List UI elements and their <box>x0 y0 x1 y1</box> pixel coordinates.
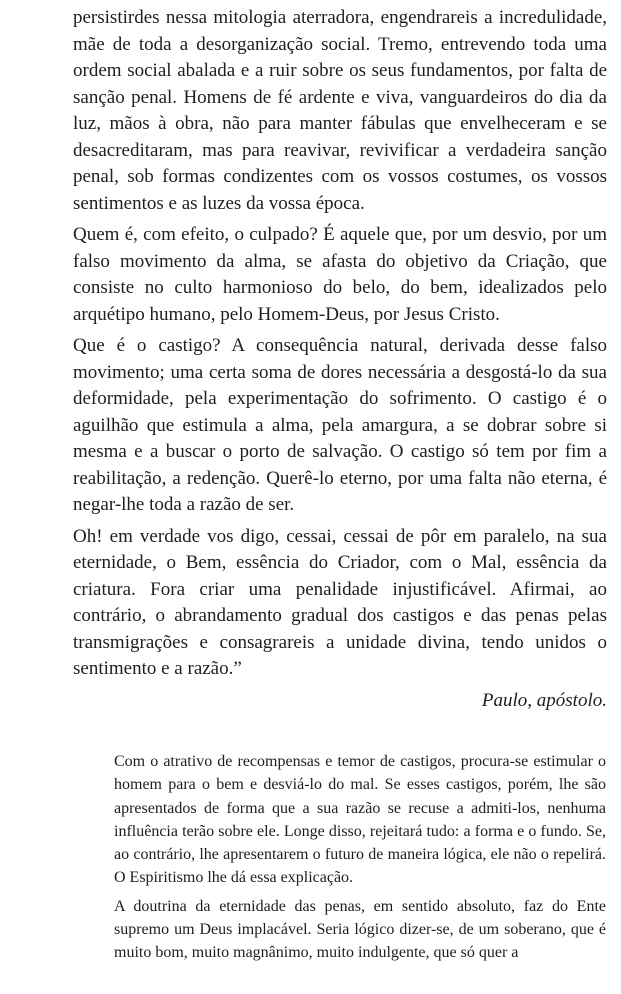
note-paragraph: A doutrina da eternidade das penas, em sentido absoluto, faz do Ente supremo um Deus implacável. Seria lógico dizer-se, de um soberano, que é muito bom, muito magnânimo, muito indulgente, que só quer a <box>114 897 606 962</box>
paragraph: Quem é, com efeito, o culpado? É aquele que, por um desvio, por um falso movimento da alma, se afasta do objetivo da Criação, que consiste no culto harmonioso do belo, do bem, idealizados pelo arquétipo humano, pelo Homem-Deus, por Jesus Cristo. <box>73 224 607 325</box>
signature: Paulo, apóstolo. <box>481 689 607 711</box>
paragraph: Que é o castigo? A consequência natural, derivada desse falso movimento; uma certa soma de dores necessária a desgostá-lo da sua deformidade, pela experimentação do sofrimento. O castigo é o aguilhão que estimula a alma, pela amargura, a se dobrar sobre si mesma e a buscar o porto de salvação. O castigo só tem por fim a reabilitação, a redenção. Querê-lo eterno, por uma falta não eterna, é negar-lhe toda a razão de ser. <box>73 335 607 515</box>
note-paragraph: Com o atrativo de recompensas e temor de castigos, procura-se estimular o homem para o bem e desviá-lo do mal. Se esses castigos, porém, lhe são apresentados de forma que a sua razão se recuse a admiti-los, nenhuma influência terão sobre ele. Longe disso, rejeitará tudo: a forma e o fundo. Se, ao contrário, lhe apresentarem o futuro de maneira lógica, ele não o repelirá. O Espiritismo lhe dá essa explicação. <box>114 753 606 887</box>
paragraph: persistirdes nessa mitologia aterradora, engendrareis a incredulidade, mãe de toda a desorganização social. Tremo, entrevendo toda uma ordem social abalada e a ruir sobre os seus fundamentos, por falta de sanção penal. Homens de fé ardente e viva, vanguardeiros do dia da luz, mãos à obra, não para manter fábulas que envelheceram e se desacreditaram, mas para reavivar, revivificar a verdadeira sanção penal, sob formas condizentes com os vossos costumes, os vossos sentimentos e as luzes da vossa época. <box>73 7 607 214</box>
main-text <box>73 5 607 719</box>
paragraph: Oh! em verdade vos digo, cessai, cessai de pôr em paralelo, na sua eternidade, o Bem, essência do Criador, com o Mal, essência da criatura. Fora criar uma penalidade injustificável. Afirmai, ao contrário, o abrandamento gradual dos castigos e das penas pelas transmigrações e consagrareis a unidade divina, tendo unidos o sentimento e a razão.” <box>73 525 607 679</box>
commentary-note <box>114 750 606 970</box>
